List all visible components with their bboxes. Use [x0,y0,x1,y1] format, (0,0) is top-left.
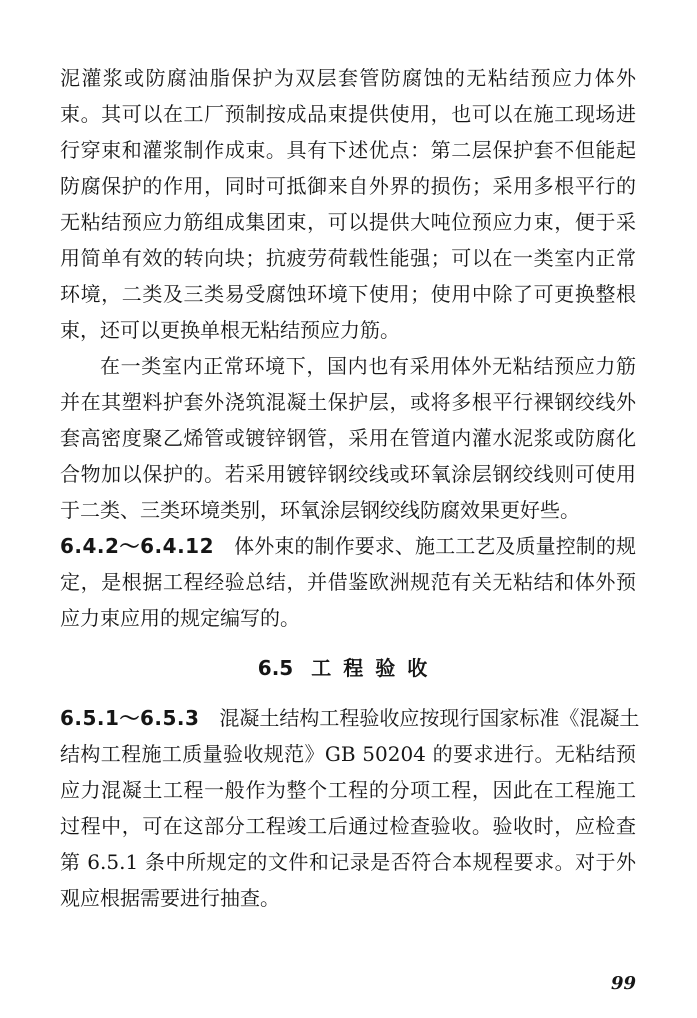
section-number: 6.5 [257,656,294,680]
text-line: 第 6.5.1 条中所规定的文件和记录是否符合本规程要求。对于外 [60,850,636,874]
clause-line [60,700,640,736]
text-line: 应力混凝土工程一般作为整个工程的分项工程，因此在工程施工 [60,778,636,802]
text-line: 行穿束和灌浆制作成束。具有下述优点：第二层保护套不但能起 [60,138,636,162]
clause-number: 6.5.1～6.5.3 [60,706,200,730]
text-line: 观应根据需要进行抽查。 [60,886,280,910]
text-line: 束，还可以更换单根无粘结预应力筋。 [60,318,400,342]
clause-number: 6.4.2～6.4.12 [60,534,215,558]
clause-line [60,528,636,564]
text-line: 并在其塑料护套外浇筑混凝土保护层，或将多根平行裸钢绞线外 [60,390,636,414]
section-title: 工程验收 [311,656,440,680]
text-line: 结构工程施工质量验收规范》GB 50204 的要求进行。无粘结预 [60,742,636,766]
text-line: 防腐保护的作用，同时可抵御来自外界的损伤；采用多根平行的 [60,174,636,198]
text-line: 过程中，可在这部分工程竣工后通过检查验收。验收时，应检查 [60,814,636,838]
text-line: 无粘结预应力筋组成集团束，可以提供大吨位预应力束，便于采 [60,210,636,234]
text-line: 定，是根据工程经验总结，并借鉴欧洲规范有关无粘结和体外预 [60,570,636,594]
text-line: 于二类、三类环境类别，环氧涂层钢绞线防腐效果更好些。 [60,498,580,522]
section-heading [0,650,697,686]
text-line: 应力束应用的规定编写的。 [60,606,300,630]
text-line: 在一类室内正常环境下，国内也有采用体外无粘结预应力筋 [100,354,636,378]
text-line: 泥灌浆或防腐油脂保护为双层套管防腐蚀的无粘结预应力体外 [60,66,636,90]
text-line: 用简单有效的转向块；抗疲劳荷载性能强；可以在一类室内正常 [60,246,636,270]
text-line: 套高密度聚乙烯管或镀锌钢管，采用在管道内灌水泥浆或防腐化 [60,426,636,450]
text-line: 束。其可以在工厂预制按成品束提供使用，也可以在施工现场进 [60,102,636,126]
clause-text: 体外束的制作要求、施工工艺及质量控制的规 [234,534,637,558]
text-line: 合物加以保护的。若采用镀锌钢绞线或环氧涂层钢绞线则可使用 [60,462,636,486]
page-number: 99 [610,973,636,994]
text-line: 环境，二类及三类易受腐蚀环境下使用；使用中除了可更换整根 [60,282,636,306]
clause-text: 混凝土结构工程验收应按现行国家标准《混凝土 [219,706,640,730]
